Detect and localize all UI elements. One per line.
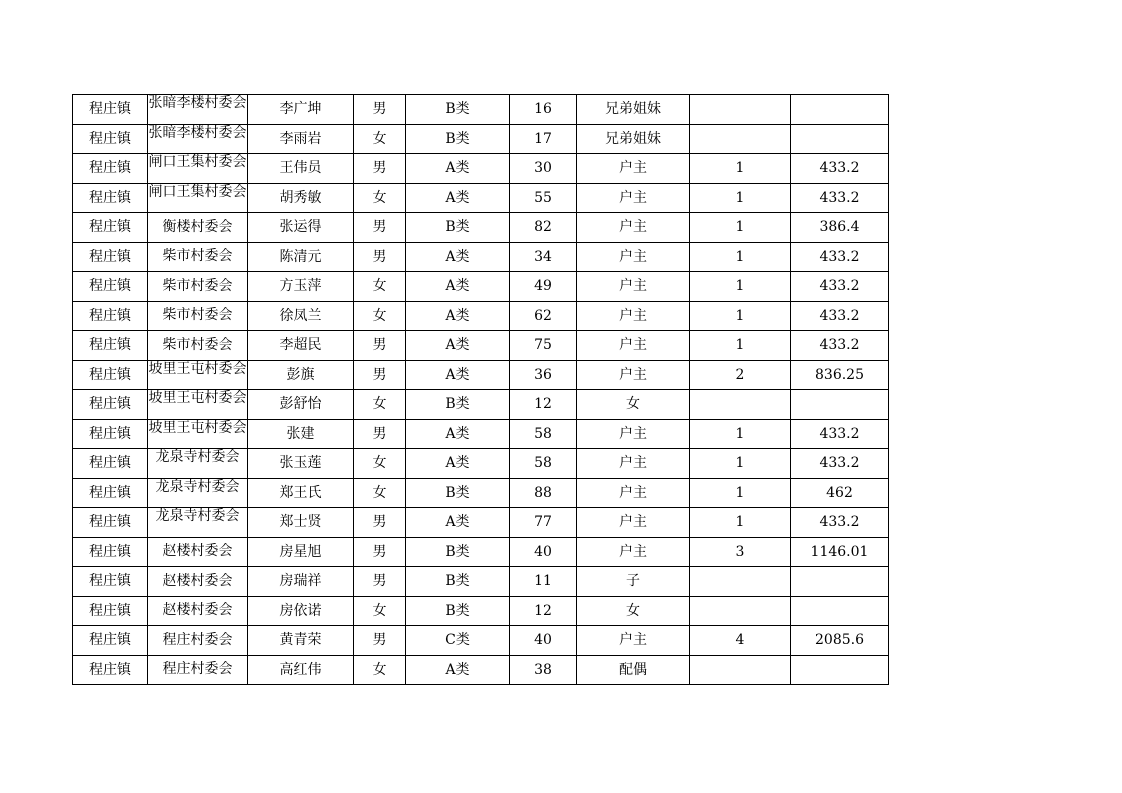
table-row [73,183,889,213]
gender-cell: 男 [354,567,406,597]
name-cell: 房瑞祥 [248,567,354,597]
count-cell: 1 [690,183,791,213]
gender-cell: 女 [354,655,406,685]
category-cell: B类 [406,567,510,597]
town-cell: 程庄镇 [73,449,148,479]
name-cell: 胡秀敏 [248,183,354,213]
relation-cell: 子 [577,567,690,597]
town-cell: 程庄镇 [73,537,148,567]
village-cell [148,596,248,626]
amount-cell [791,390,889,420]
town-cell: 程庄镇 [73,626,148,656]
relation-cell: 户主 [577,154,690,184]
table-row [73,508,889,538]
name-cell: 张运得 [248,213,354,243]
village-name: 衡楼村委会 [162,218,233,235]
town-cell: 程庄镇 [73,567,148,597]
name-cell: 张玉莲 [248,449,354,479]
age-cell: 40 [510,626,577,656]
name-cell: 黄青荣 [248,626,354,656]
village-cell [148,272,248,302]
age-cell: 75 [510,331,577,361]
name-cell: 房依诺 [248,596,354,626]
amount-cell: 433.2 [791,154,889,184]
relation-cell: 女 [577,390,690,420]
count-cell [690,124,791,154]
town-cell: 程庄镇 [73,272,148,302]
category-cell: A类 [406,272,510,302]
gender-cell: 女 [354,124,406,154]
relation-cell: 兄弟姐妹 [577,124,690,154]
age-cell: 12 [510,596,577,626]
name-cell: 张建 [248,419,354,449]
count-cell: 1 [690,242,791,272]
village-name: 坡里王屯村委会 [148,390,247,407]
village-name: 程庄村委会 [162,631,233,648]
table-row [73,124,889,154]
town-cell: 程庄镇 [73,242,148,272]
amount-cell: 433.2 [791,301,889,331]
name-cell: 李广坤 [248,95,354,125]
gender-cell: 男 [354,360,406,390]
name-cell: 郑王氏 [248,478,354,508]
table-row [73,154,889,184]
table-row [73,537,889,567]
gender-cell: 女 [354,301,406,331]
relation-cell: 户主 [577,626,690,656]
amount-cell: 2085.6 [791,626,889,656]
name-cell: 彭舒怡 [248,390,354,420]
village-name: 程庄村委会 [162,661,233,678]
count-cell: 1 [690,419,791,449]
age-cell: 77 [510,508,577,538]
count-cell [690,567,791,597]
category-cell: C类 [406,626,510,656]
amount-cell: 433.2 [791,449,889,479]
village-name: 龙泉寺村委会 [155,478,240,495]
age-cell: 58 [510,449,577,479]
village-cell [148,655,248,685]
count-cell: 1 [690,478,791,508]
village-cell [148,508,248,538]
gender-cell: 女 [354,449,406,479]
category-cell: B类 [406,596,510,626]
name-cell: 彭旗 [248,360,354,390]
relation-cell: 户主 [577,272,690,302]
town-cell: 程庄镇 [73,95,148,125]
gender-cell: 男 [354,95,406,125]
age-cell: 17 [510,124,577,154]
amount-cell: 836.25 [791,360,889,390]
village-cell [148,154,248,184]
count-cell [690,95,791,125]
amount-cell: 433.2 [791,272,889,302]
age-cell: 34 [510,242,577,272]
count-cell: 1 [690,301,791,331]
town-cell: 程庄镇 [73,183,148,213]
town-cell: 程庄镇 [73,596,148,626]
gender-cell: 男 [354,242,406,272]
gender-cell: 女 [354,478,406,508]
age-cell: 38 [510,655,577,685]
table-row [73,272,889,302]
town-cell: 程庄镇 [73,213,148,243]
name-cell: 李超民 [248,331,354,361]
village-name: 坡里王屯村委会 [148,419,247,436]
village-name: 闸口王集村委会 [148,183,247,200]
village-name: 柴市村委会 [162,307,233,324]
table-row [73,655,889,685]
table-row [73,213,889,243]
amount-cell: 433.2 [791,419,889,449]
gender-cell: 男 [354,154,406,184]
village-cell [148,567,248,597]
village-name: 赵楼村委会 [162,572,233,589]
category-cell: B类 [406,478,510,508]
village-cell [148,390,248,420]
amount-cell: 386.4 [791,213,889,243]
village-cell [148,95,248,125]
table-row [73,567,889,597]
village-name: 龙泉寺村委会 [155,449,240,466]
category-cell: B类 [406,537,510,567]
village-cell [148,124,248,154]
relation-cell: 兄弟姐妹 [577,95,690,125]
category-cell: A类 [406,360,510,390]
count-cell: 1 [690,331,791,361]
category-cell: A类 [406,331,510,361]
table-row [73,419,889,449]
town-cell: 程庄镇 [73,124,148,154]
table-row [73,360,889,390]
table-row [73,626,889,656]
gender-cell: 女 [354,183,406,213]
relation-cell: 户主 [577,360,690,390]
relation-cell: 户主 [577,449,690,479]
amount-cell: 462 [791,478,889,508]
village-cell [148,183,248,213]
category-cell: A类 [406,419,510,449]
beneficiary-table [72,94,889,685]
age-cell: 62 [510,301,577,331]
gender-cell: 男 [354,331,406,361]
relation-cell: 女 [577,596,690,626]
name-cell: 陈清元 [248,242,354,272]
amount-cell [791,567,889,597]
category-cell: A类 [406,183,510,213]
relation-cell: 户主 [577,419,690,449]
age-cell: 82 [510,213,577,243]
gender-cell: 男 [354,537,406,567]
name-cell: 高红伟 [248,655,354,685]
town-cell: 程庄镇 [73,655,148,685]
table-row [73,95,889,125]
count-cell: 1 [690,272,791,302]
amount-cell [791,596,889,626]
count-cell [690,596,791,626]
table-row [73,596,889,626]
count-cell: 3 [690,537,791,567]
town-cell: 程庄镇 [73,154,148,184]
count-cell [690,390,791,420]
name-cell: 房星旭 [248,537,354,567]
amount-cell: 1146.01 [791,537,889,567]
age-cell: 30 [510,154,577,184]
town-cell: 程庄镇 [73,301,148,331]
count-cell: 4 [690,626,791,656]
town-cell: 程庄镇 [73,331,148,361]
village-cell [148,419,248,449]
village-name: 坡里王屯村委会 [148,360,247,377]
count-cell: 2 [690,360,791,390]
village-name: 张暗李楼村委会 [148,124,247,141]
village-cell [148,478,248,508]
table-row [73,242,889,272]
village-name: 柴市村委会 [162,248,233,265]
age-cell: 36 [510,360,577,390]
category-cell: A类 [406,301,510,331]
amount-cell [791,655,889,685]
age-cell: 49 [510,272,577,302]
relation-cell: 户主 [577,537,690,567]
village-cell [148,360,248,390]
town-cell: 程庄镇 [73,419,148,449]
table-row [73,301,889,331]
age-cell: 55 [510,183,577,213]
relation-cell: 户主 [577,242,690,272]
name-cell: 郑士贤 [248,508,354,538]
amount-cell [791,95,889,125]
relation-cell: 户主 [577,478,690,508]
category-cell: A类 [406,655,510,685]
age-cell: 88 [510,478,577,508]
village-name: 柴市村委会 [162,336,233,353]
age-cell: 11 [510,567,577,597]
category-cell: A类 [406,508,510,538]
village-name: 柴市村委会 [162,277,233,294]
age-cell: 12 [510,390,577,420]
category-cell: A类 [406,449,510,479]
amount-cell: 433.2 [791,183,889,213]
gender-cell: 男 [354,508,406,538]
relation-cell: 户主 [577,183,690,213]
table-row [73,478,889,508]
name-cell: 徐凤兰 [248,301,354,331]
relation-cell: 户主 [577,331,690,361]
count-cell: 1 [690,213,791,243]
village-cell [148,213,248,243]
age-cell: 58 [510,419,577,449]
village-cell [148,331,248,361]
gender-cell: 男 [354,419,406,449]
town-cell: 程庄镇 [73,390,148,420]
relation-cell: 户主 [577,508,690,538]
gender-cell: 男 [354,213,406,243]
village-cell [148,449,248,479]
name-cell: 方玉萍 [248,272,354,302]
count-cell: 1 [690,508,791,538]
category-cell: B类 [406,95,510,125]
town-cell: 程庄镇 [73,508,148,538]
amount-cell: 433.2 [791,242,889,272]
amount-cell [791,124,889,154]
name-cell: 王伟员 [248,154,354,184]
gender-cell: 女 [354,390,406,420]
count-cell: 1 [690,449,791,479]
town-cell: 程庄镇 [73,478,148,508]
category-cell: B类 [406,124,510,154]
relation-cell: 户主 [577,301,690,331]
table-row [73,331,889,361]
village-name: 闸口王集村委会 [148,154,247,171]
gender-cell: 男 [354,626,406,656]
amount-cell: 433.2 [791,331,889,361]
category-cell: A类 [406,242,510,272]
category-cell: B类 [406,213,510,243]
village-name: 张暗李楼村委会 [148,95,247,112]
gender-cell: 女 [354,596,406,626]
town-cell: 程庄镇 [73,360,148,390]
count-cell [690,655,791,685]
age-cell: 40 [510,537,577,567]
amount-cell: 433.2 [791,508,889,538]
village-cell [148,242,248,272]
gender-cell: 女 [354,272,406,302]
table-body [73,95,889,685]
table-row [73,390,889,420]
village-name: 龙泉寺村委会 [155,508,240,525]
village-cell [148,626,248,656]
count-cell: 1 [690,154,791,184]
village-name: 赵楼村委会 [162,602,233,619]
village-cell [148,537,248,567]
relation-cell: 配偶 [577,655,690,685]
relation-cell: 户主 [577,213,690,243]
village-cell [148,301,248,331]
category-cell: B类 [406,390,510,420]
age-cell: 16 [510,95,577,125]
village-name: 赵楼村委会 [162,543,233,560]
table-row [73,449,889,479]
category-cell: A类 [406,154,510,184]
name-cell: 李雨岩 [248,124,354,154]
